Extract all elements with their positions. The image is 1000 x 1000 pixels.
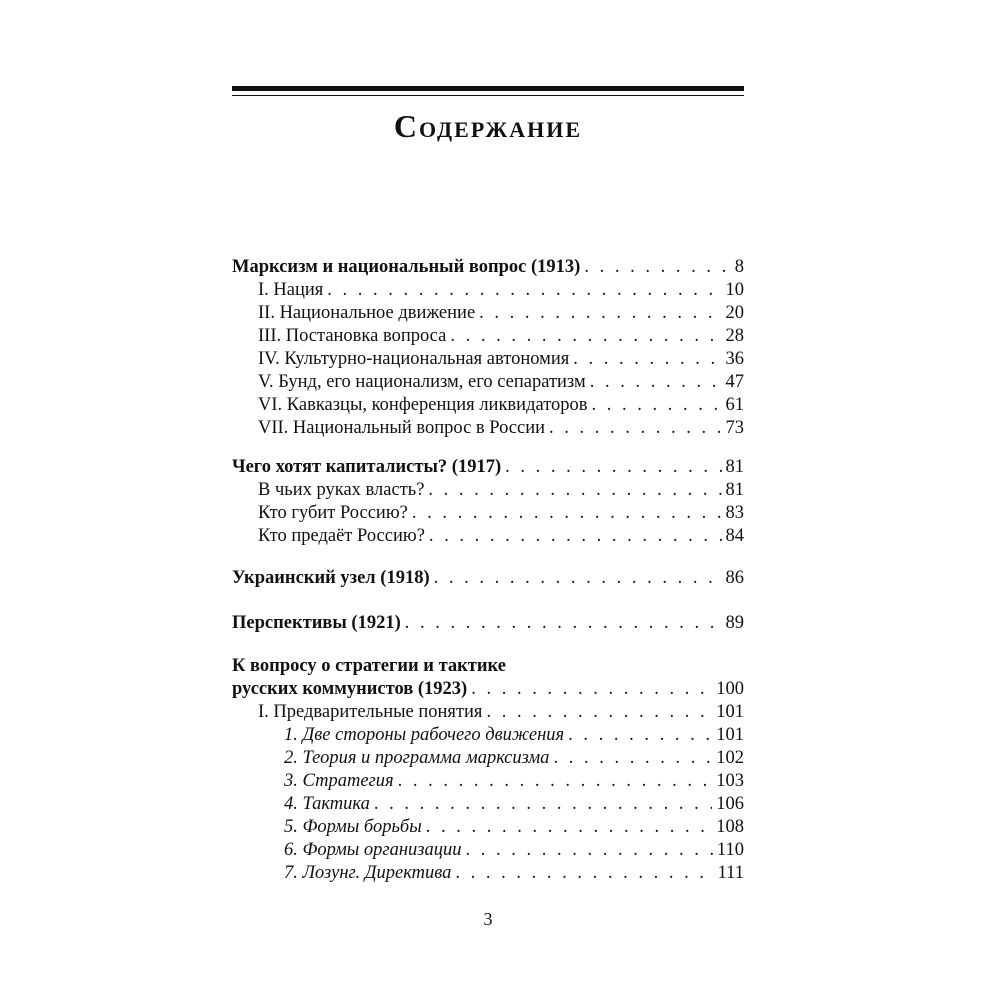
toc-entry [232, 566, 744, 590]
toc-leader-dots [486, 700, 712, 724]
toc-entry-title: 7. Лозунг. Директива [284, 863, 452, 883]
toc-leader-dots [455, 861, 713, 885]
toc-entry-page: 81 [725, 480, 744, 500]
toc-entry [232, 416, 744, 440]
toc-leader-dots [590, 370, 722, 394]
toc-entry-page: 36 [725, 349, 744, 369]
toc-entry-page: 111 [717, 863, 744, 883]
toc-entry-page: 83 [725, 503, 744, 523]
toc-entry [232, 524, 744, 548]
toc-leader-dots [479, 301, 721, 325]
toc-entry [232, 677, 744, 701]
toc-entry-title: 1. Две стороны рабочего движения [284, 725, 565, 745]
toc-entry-title: К вопросу о стратегии и тактике [232, 656, 506, 676]
toc-entry-page: 101 [716, 725, 744, 745]
toc-entry-page: 73 [725, 418, 744, 438]
toc-leader-dots [398, 769, 713, 793]
toc-entry-title: I. Нация [258, 280, 324, 300]
header-rule-thick [232, 86, 744, 91]
toc-leader-dots [426, 815, 713, 839]
toc-leader-dots [592, 393, 722, 417]
toc-entry-title: Чего хотят капиталисты? (1917) [232, 457, 502, 477]
toc-entry-page: 20 [725, 303, 744, 323]
toc-entry [232, 815, 744, 839]
toc-entry-title: VII. Национальный вопрос в России [258, 418, 546, 438]
toc-entry-title: Кто предаёт Россию? [258, 526, 425, 546]
toc-entry-page: 100 [716, 679, 744, 699]
toc-entry-title: VI. Кавказцы, конференция ликвидаторов [258, 395, 588, 415]
toc-leader-dots [374, 792, 712, 816]
toc-entry [232, 700, 744, 724]
toc-entry-page: 103 [716, 771, 744, 791]
toc-entry-title: 6. Формы организации [284, 840, 462, 860]
toc-entry-title: 4. Тактика [284, 794, 370, 814]
toc-entry [232, 370, 744, 394]
toc-entry [232, 324, 744, 348]
toc-leader-dots [466, 838, 713, 862]
toc-entry-title: Украинский узел (1918) [232, 568, 430, 588]
toc-leader-dots [434, 566, 722, 590]
toc-leader-dots [553, 746, 712, 770]
toc-leader-dots [505, 455, 721, 479]
toc-leader-dots [549, 416, 721, 440]
toc-entry [232, 838, 744, 862]
toc-entry-title: 3. Стратегия [284, 771, 394, 791]
toc-entry [232, 654, 744, 678]
toc-entry [232, 347, 744, 371]
toc-leader-dots [573, 347, 721, 371]
toc-entry-title: 2. Теория и программа марксизма [284, 748, 550, 768]
page-title: Содержание [393, 108, 583, 144]
toc-entry-title: I. Предварительные понятия [258, 702, 483, 722]
toc-leader-dots [327, 278, 721, 302]
toc-leader-dots [412, 501, 722, 525]
toc-entry [232, 393, 744, 417]
toc-entry-title: 5. Формы борьбы [284, 817, 422, 837]
toc-entry [232, 301, 744, 325]
toc-leader-dots [568, 723, 712, 747]
toc-entry-page: 102 [716, 748, 744, 768]
toc-entry [232, 769, 744, 793]
toc-entry-page: 89 [725, 613, 744, 633]
toc-entry [232, 255, 744, 279]
toc-entry-title: II. Национальное движение [258, 303, 476, 323]
toc-entry-title: Кто губит Россию? [258, 503, 408, 523]
page-number: 3 [483, 909, 493, 929]
toc-entry-page: 28 [725, 326, 744, 346]
toc-leader-dots [584, 255, 730, 279]
toc-entry [232, 478, 744, 502]
toc-entry-page: 86 [725, 568, 744, 588]
toc-entry-page: 47 [725, 372, 744, 392]
toc-entry-title: В чьих руках власть? [258, 480, 425, 500]
toc-entry-title: IV. Культурно-национальная автономия [258, 349, 570, 369]
toc-leader-dots [450, 324, 721, 348]
toc-entry-title: Перспективы (1921) [232, 613, 401, 633]
toc-entry-title: V. Бунд, его национализм, его сепаратизм [258, 372, 586, 392]
toc-leader-dots [428, 478, 721, 502]
toc-entry [232, 861, 744, 885]
toc-entry-page: 108 [716, 817, 744, 837]
toc-entry-title: русских коммунистов (1923) [232, 679, 468, 699]
toc-entry-page: 61 [725, 395, 744, 415]
toc-entry [232, 723, 744, 747]
toc-entry-page: 8 [734, 257, 744, 277]
header-rule-thin [232, 95, 744, 96]
toc-leader-dots [471, 677, 712, 701]
toc-entry [232, 278, 744, 302]
toc-entry [232, 611, 744, 635]
toc-entry [232, 746, 744, 770]
toc-entry-title: III. Постановка вопроса [258, 326, 447, 346]
toc-entry [232, 455, 744, 479]
toc-entry [232, 501, 744, 525]
toc-entry-page: 110 [716, 840, 744, 860]
toc-entry [232, 792, 744, 816]
toc-entry-page: 106 [716, 794, 744, 814]
toc-entry-page: 81 [725, 457, 744, 477]
toc-leader-dots [429, 524, 722, 548]
toc-entry-title: Марксизм и национальный вопрос (1913) [232, 257, 581, 277]
toc-entry-page: 10 [725, 280, 744, 300]
toc-entry-page: 84 [725, 526, 744, 546]
toc-entry-page: 101 [716, 702, 744, 722]
toc-leader-dots [405, 611, 722, 635]
